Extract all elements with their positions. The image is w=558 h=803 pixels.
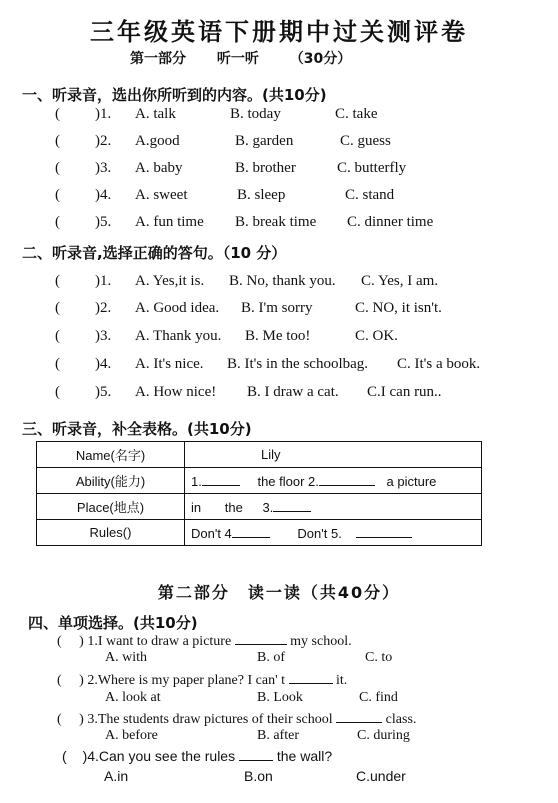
option-b: B. I draw a cat. — [247, 384, 339, 400]
answer-blank[interactable] — [239, 748, 273, 761]
option-a: A. sweet — [135, 187, 188, 203]
part-name: 听一听 — [216, 51, 259, 67]
fill-in-table — [36, 441, 482, 546]
option-c: C. during — [357, 728, 410, 743]
table-row — [37, 442, 482, 468]
option-c: C. take — [335, 106, 378, 122]
option-c: C. stand — [345, 187, 395, 203]
option-b: B. brother — [235, 160, 296, 176]
s4-question-1: ( ) 1.I want to draw a picture my school. A. with B. of C. to — [57, 634, 393, 665]
s4-question-3: ( ) 3.The students draw pictures of their school class. A. before B. after C. during — [57, 712, 417, 743]
s1-question-2: ( )2. A.good B. garden C. guess — [55, 133, 391, 149]
s1-question-3: ( )3. A. baby B. brother C. butterfly — [55, 160, 407, 176]
section4-heading: 四、单项选择。(共10分) — [28, 614, 198, 632]
option-a: A. before — [105, 728, 158, 743]
table-label: Ability(能力) — [37, 468, 185, 494]
option-b: B.on — [244, 768, 273, 784]
option-a: A. baby — [135, 160, 183, 176]
s1-question-5: ( )5. A. fun time B. break time C. dinner time — [55, 214, 434, 230]
section3-heading: 三、听录音，补全表格。(共10分) — [22, 420, 252, 438]
s4-question-2: ( ) 2.Where is my paper plane? I can' t it. A. look at B. Look C. find — [57, 673, 398, 705]
option-b: B. break time — [235, 214, 317, 230]
table-cell: 1. the floor 2. a picture — [185, 468, 482, 494]
part-label: 第一部分 — [130, 51, 186, 67]
option-c: C. butterfly — [337, 160, 407, 176]
s2-question-5: ( )5. A. How nice! B. I draw a cat. C.I can run.. — [55, 384, 442, 400]
option-b: B. garden — [235, 133, 294, 149]
table-row — [37, 520, 482, 546]
part-one-subtitle — [130, 48, 377, 68]
option-b: B. today — [230, 106, 281, 122]
s2-question-3: ( )3. A. Thank you. B. Me too! C. OK. — [55, 328, 398, 344]
option-a: A. Good idea. — [135, 300, 220, 316]
option-c: C. It's a book. — [397, 356, 481, 372]
option-c: C.under — [356, 768, 406, 784]
option-a: A. How nice! — [135, 384, 217, 400]
option-b: B. Look — [257, 690, 303, 705]
option-a: A. with — [105, 650, 147, 665]
option-c: C. guess — [340, 133, 391, 149]
s2-question-1: ( )1. A. Yes,it is. B. No, thank you. C. Yes, I am. — [55, 273, 439, 289]
answer-blank[interactable] — [319, 473, 375, 486]
part-score: （30分） — [289, 51, 352, 67]
option-a: A. talk — [135, 106, 176, 122]
option-a: A. Thank you. — [135, 328, 222, 344]
table-label: Place(地点) — [37, 494, 185, 520]
s2-question-4: ( )4. A. It's nice. B. It's in the schoolbag. C. It's a book. — [55, 356, 481, 372]
option-b: B. of — [257, 650, 285, 665]
answer-blank[interactable] — [202, 473, 240, 486]
option-c: C. OK. — [355, 328, 398, 344]
option-c: C. Yes, I am. — [361, 273, 439, 289]
option-a: A. look at — [105, 690, 161, 705]
option-b: B. sleep — [237, 187, 286, 203]
option-c: C. find — [359, 690, 398, 705]
part-two-title: 第二部分 读一读（共40分） — [157, 583, 401, 602]
option-b: B. after — [257, 728, 299, 743]
option-c: C. NO, it isn't. — [355, 300, 442, 316]
table-row — [37, 494, 482, 520]
section1-heading: 一、听录音，选出你所听到的内容。(共10分) — [22, 86, 327, 104]
answer-blank[interactable] — [232, 525, 270, 538]
option-c: C. to — [365, 650, 393, 665]
s1-question-4: ( )4. A. sweet B. sleep C. stand — [55, 187, 395, 203]
option-c: C.I can run.. — [367, 384, 442, 400]
table-label: Name(名字) — [37, 442, 185, 468]
answer-blank[interactable] — [289, 671, 333, 684]
option-b: B. I'm sorry — [241, 300, 313, 316]
answer-blank[interactable] — [336, 710, 382, 723]
option-b: B. No, thank you. — [229, 273, 336, 289]
table-row — [37, 468, 482, 494]
option-a: A.good — [135, 133, 180, 149]
option-a: A. Yes,it is. — [135, 273, 205, 289]
exam-title: 三年级英语下册期中过关测评卷 — [90, 18, 468, 46]
s4-question-4: ( )4.Can you see the rules the wall? A.in B.on C.under — [62, 748, 406, 784]
option-c: C. dinner time — [347, 214, 434, 230]
option-b: B. It's in the schoolbag. — [227, 356, 369, 372]
option-a: A.in — [104, 768, 129, 784]
option-b: B. Me too! — [245, 328, 311, 344]
answer-blank[interactable] — [273, 499, 311, 512]
s1-question-1: ( )1. A. talk B. today C. take — [55, 106, 378, 122]
option-a: A. fun time — [135, 214, 204, 230]
answer-blank[interactable] — [235, 632, 287, 645]
table-cell: Lily — [185, 442, 482, 468]
s2-question-2: ( )2. A. Good idea. B. I'm sorry C. NO, it isn't. — [55, 300, 442, 316]
table-cell: in the 3. — [185, 494, 482, 520]
answer-blank[interactable] — [356, 525, 412, 538]
table-cell: Don't 4 Don't 5. — [185, 520, 482, 546]
option-a: A. It's nice. — [135, 356, 204, 372]
table-label: Rules() — [37, 520, 185, 546]
section2-heading: 二、听录音,选择正确的答句。（10 分） — [22, 244, 287, 262]
